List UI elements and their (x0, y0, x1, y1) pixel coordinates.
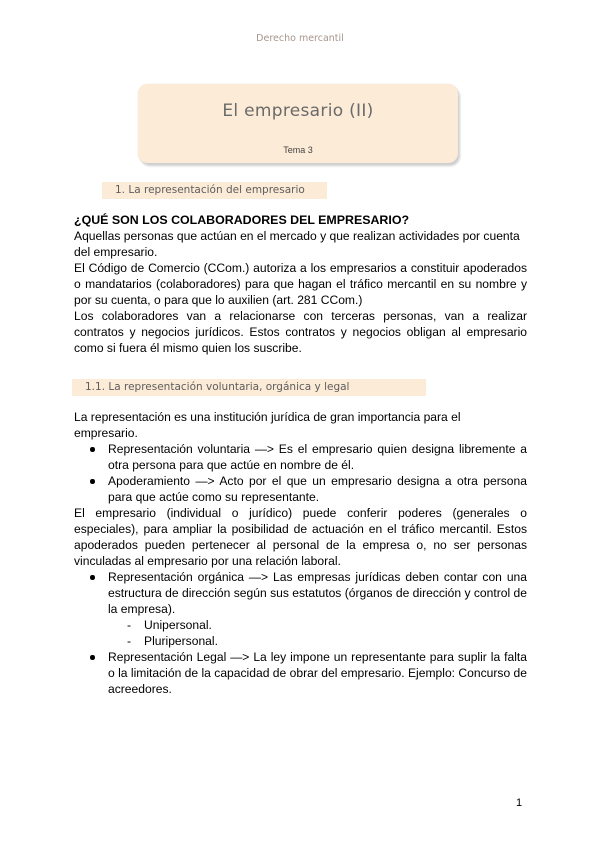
paragraph: Aquellas personas que actúan en el mercado y que realizan actividades por cuenta del empresario. (74, 229, 520, 259)
bullet-list (74, 441, 527, 505)
section-heading-1: 1. La representación del empresario (102, 182, 327, 199)
sub-list-item: - Unipersonal. (108, 617, 527, 633)
list-item (74, 569, 527, 649)
title-box (138, 84, 458, 163)
paragraph: El Código de Comercio (CCom.) autoriza a los empresarios a constituir apoderados o mandatarios (colaboradores) para que hagan el tráfico mercantil en su nombre y por su cuenta, o para que lo auxilien (art. 281 CCom.) (74, 261, 527, 307)
question-heading: ¿QUÉ SON LOS COLABORADORES DEL EMPRESARIO? (74, 213, 410, 227)
list-item-text: Representación orgánica —> Las empresas jurídicas deben contar con una estructura de dirección según sus estatutos (órganos de dirección y control de la empresa). (108, 570, 527, 616)
page-title: El empresario (II) (222, 101, 374, 121)
section-heading-1-1: 1.1. La representación voluntaria, orgánica y legal (72, 379, 426, 396)
page-subtitle: Tema 3 (283, 145, 313, 155)
section2-body (74, 409, 527, 697)
list-item: Apoderamiento —> Acto por el que un empresario designa a otra persona para que actúe como su representante. (74, 473, 527, 505)
section1-body (74, 228, 527, 356)
list-item: Representación voluntaria —> Es el empresario quien designa libremente a otra persona para que actúe en nombre de él. (74, 441, 527, 473)
paragraph: El empresario (individual o jurídico) puede conferir poderes (generales o especiales), para ampliar la posibilidad de actuación en el tráfico mercantil. Estos apoderados pueden pertenecer al personal de la empresa o, no ser personas vinculadas al empresario por una relación laboral. (74, 506, 527, 568)
sub-list-item: - Pluripersonal. (108, 633, 527, 649)
running-header: Derecho mercantil (256, 33, 344, 44)
sub-list (108, 617, 527, 649)
bullet-list (74, 569, 527, 697)
page-number: 1 (516, 797, 523, 809)
list-item: Representación Legal —> La ley impone un representante para suplir la falta o la limitación de la capacidad de obrar del empresario. Ejemplo: Concurso de acreedores. (74, 649, 527, 697)
paragraph: Los colaboradores van a relacionarse con terceras personas, van a realizar contratos y negocios jurídicos. Estos contratos y negocios obligan al empresario como si fuera él mismo quien los suscribe. (74, 309, 527, 355)
paragraph: La representación es una institución jurídica de gran importancia para el empresario. (74, 410, 461, 440)
